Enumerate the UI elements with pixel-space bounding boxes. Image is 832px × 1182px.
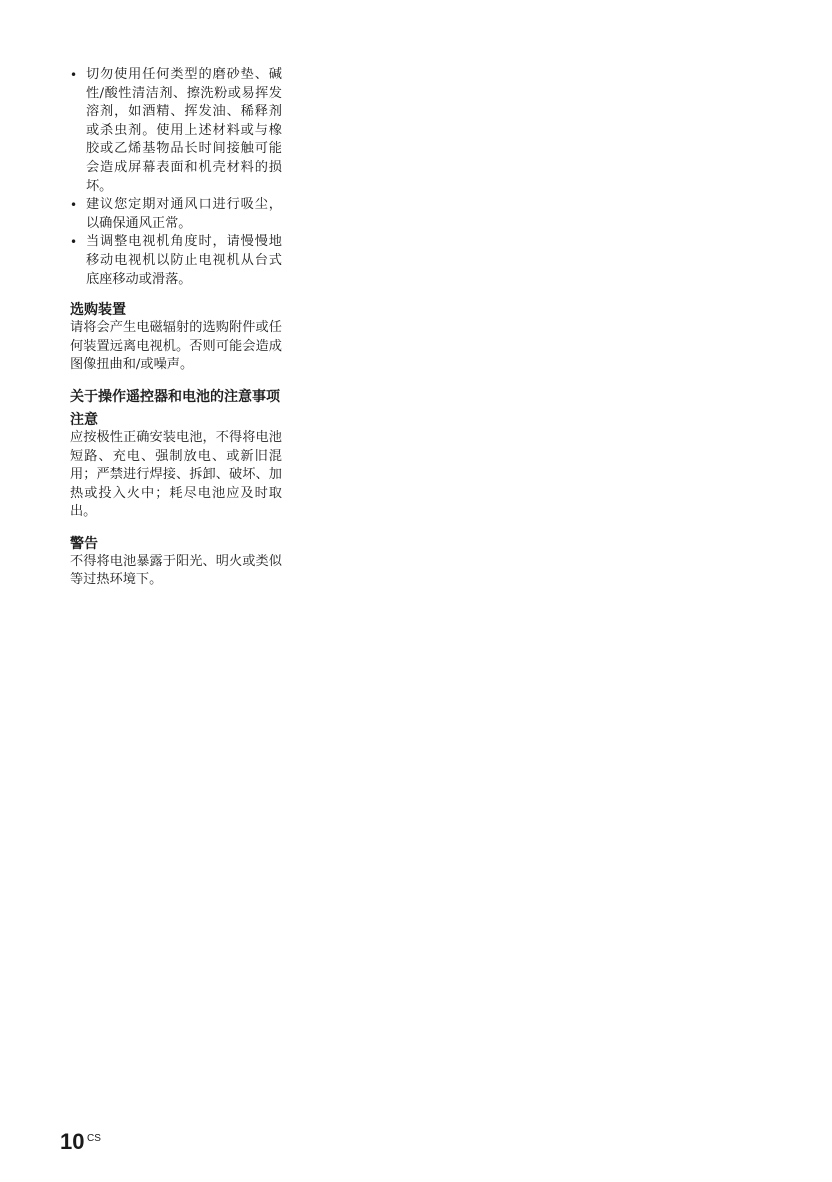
bullet-icon: • xyxy=(70,235,78,250)
warning-heading: 警告 xyxy=(70,535,98,552)
bullet-icon: • xyxy=(70,198,78,213)
care-bullet-list xyxy=(70,66,282,289)
list-item xyxy=(70,196,282,233)
page-language-code: CS xyxy=(87,1133,101,1144)
bullet-text: 建议您定期对通风口进行吸尘，以确保通风正常。 xyxy=(86,197,282,231)
content-column xyxy=(70,66,282,590)
optional-devices-section xyxy=(70,301,282,375)
remote-battery-section xyxy=(70,388,282,590)
optional-devices-heading: 选购装置 xyxy=(70,302,126,319)
warning-section xyxy=(70,535,282,590)
list-item xyxy=(70,66,282,196)
bullet-icon: • xyxy=(70,68,78,82)
remote-battery-heading: 关于操作遥控器和电池的注意事项 xyxy=(70,388,280,405)
caution-body: 应按极性正确安装电池，不得将电池短路、充电、强制放电、或新旧混用；严禁进行焊接、拆卸、破坏、加热或投入火中；耗尽电池应及时取出。 xyxy=(70,429,282,520)
caution-section xyxy=(70,411,282,522)
optional-devices-body: 请将会产生电磁辐射的选购附件或任何装置远离电视机。否则可能会造成图像扭曲和/或噪声。 xyxy=(70,320,282,373)
warning-body: 不得将电池暴露于阳光、明火或类似等过热环境下。 xyxy=(70,553,282,588)
bullet-text: 切勿使用任何类型的磨砂垫、碱性/酸性清洁剂、擦洗粉或易挥发溶剂，如酒精、挥发油、稀释剂或杀虫剂。使用上述材料或与橡胶或乙烯基物品长时间接触可能会造成屏幕表面和机壳材料的损坏。 xyxy=(86,67,282,194)
bullet-text: 当调整电视机角度时，请慢慢地移动电视机以防止电视机从台式底座移动或滑落。 xyxy=(86,234,282,287)
list-item xyxy=(70,233,282,289)
caution-heading: 注意 xyxy=(70,411,98,428)
page-number: 10 xyxy=(60,1129,85,1154)
